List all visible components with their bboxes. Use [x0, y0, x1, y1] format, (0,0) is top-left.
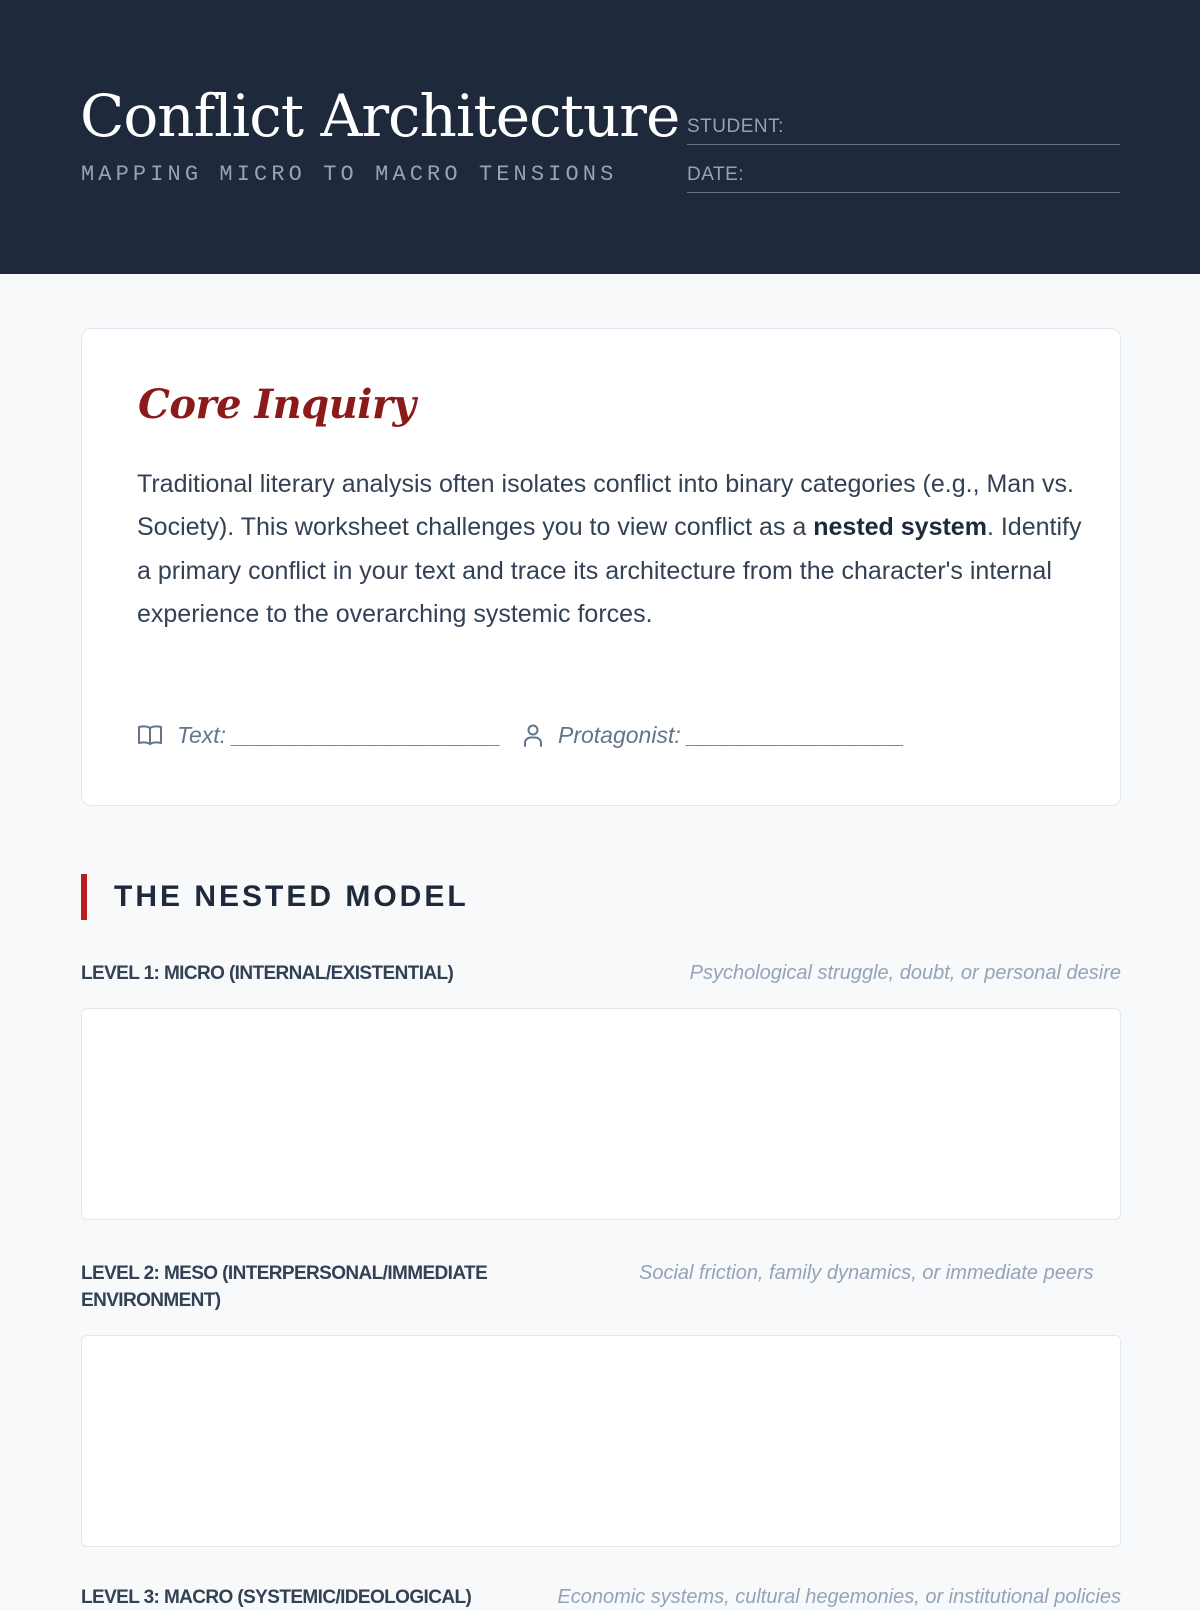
body-text-start: Traditional literary analysis often isolates conflict into binary categories (e.g., Man vs. Society). This worksheet challenges you to view conflict as a — [137, 470, 1074, 542]
page-title: Conflict Architecture — [80, 82, 680, 150]
core-inquiry-heading: Core Inquiry — [138, 381, 416, 428]
date-label: DATE: — [687, 164, 745, 185]
protagonist-field[interactable] — [522, 720, 905, 750]
body-text-emphasis: nested system — [813, 513, 987, 542]
level-1-answer-box[interactable] — [81, 1008, 1121, 1220]
book-icon — [137, 723, 163, 747]
level-2-label: LEVEL 2: MESO (INTERPERSONAL/IMMEDIATE ENVIRONMENT) — [81, 1263, 488, 1311]
level-3-label: LEVEL 3: MACRO (SYSTEMIC/IDEOLOGICAL) — [81, 1587, 472, 1608]
level-2-answer-box[interactable] — [81, 1335, 1121, 1547]
protagonist-field-label: Protagonist: _________________ — [558, 721, 905, 748]
section-title: THE NESTED MODEL — [114, 880, 469, 913]
level-3-description: Economic systems, cultural hegemonies, or institutional policies — [557, 1586, 1121, 1608]
body-text-end: . Identify a primary conflict in your text and trace its architecture from the character's internal experience to the overarching systemic forces. — [137, 513, 1082, 628]
text-field-label: Text: _____________________ — [177, 721, 502, 748]
worksheet-header — [0, 0, 1200, 274]
student-field[interactable] — [687, 111, 1120, 145]
page-subtitle: MAPPING MICRO TO MACRO TENSIONS — [81, 162, 618, 187]
core-inquiry-card — [81, 328, 1121, 806]
date-field[interactable] — [687, 159, 1120, 193]
text-field[interactable] — [137, 720, 501, 750]
level-1-label: LEVEL 1: MICRO (INTERNAL/EXISTENTIAL) — [81, 963, 454, 984]
student-label: STUDENT: — [687, 116, 784, 137]
level-2-description: Social friction, family dynamics, or immediate peers — [639, 1262, 1094, 1284]
nested-model-heading — [81, 874, 469, 920]
core-inquiry-body — [137, 463, 1087, 636]
level-1-description: Psychological struggle, doubt, or personal desire — [689, 962, 1121, 984]
user-icon — [522, 723, 544, 747]
